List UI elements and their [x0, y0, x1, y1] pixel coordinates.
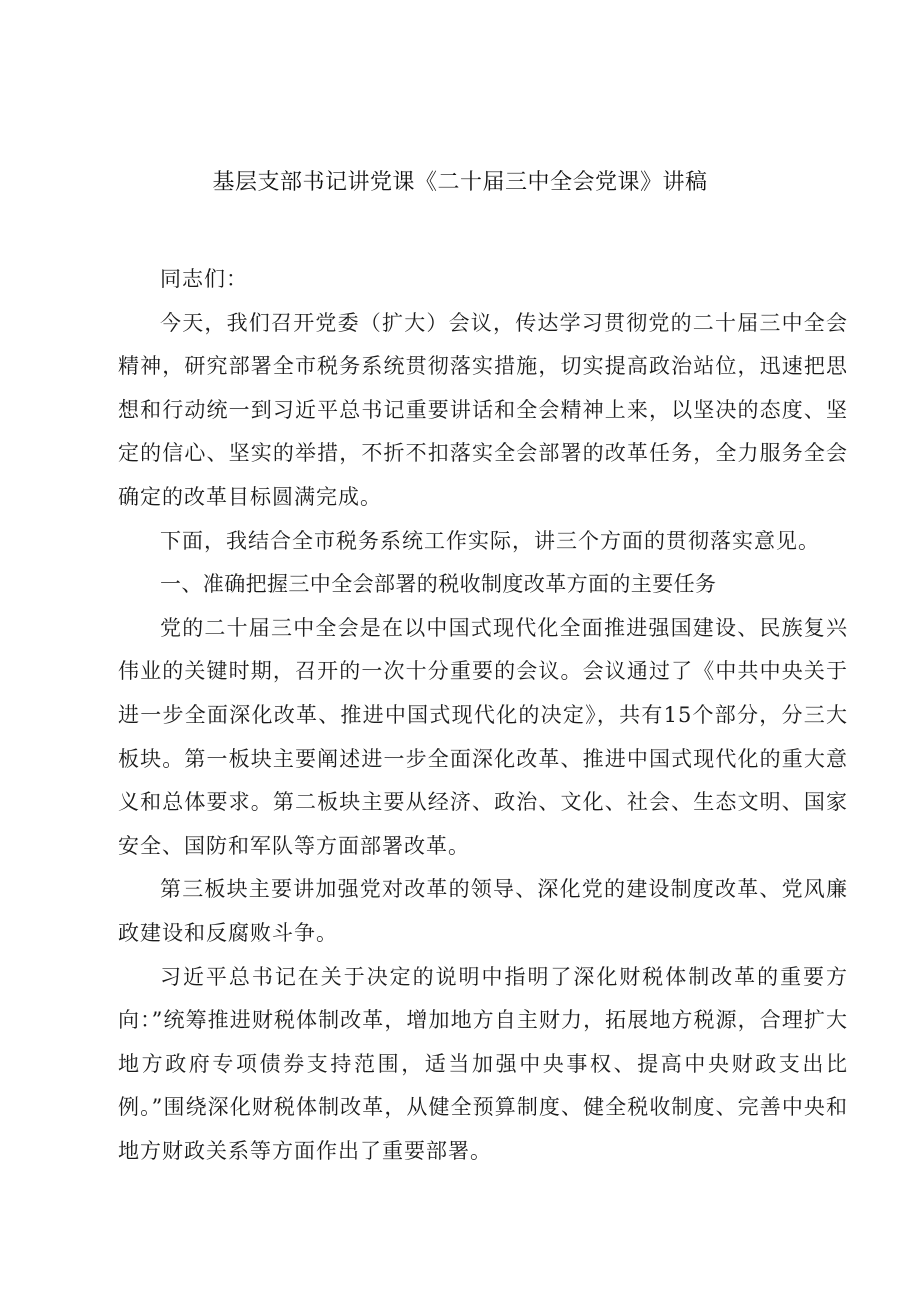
- body-paragraph: 党的二十届三中全会是在以中国式现代化全面推进强国建设、民族复兴伟业的关键时期，召开的一次十分重要的会议。会议通过了《中共中央关于进一步全面深化改革、推进中国式现代化的决定》，共有15个部分，分三大板块。第一板块主要阐述进一步全面深化改革、推进中国式现代化的重大意义和总体要求。第二板块主要从经济、政治、文化、社会、生态文明、国家安全、国防和军队等方面部署改革。: [118, 615, 848, 858]
- intro-paragraph: 今天，我们召开党委（扩大）会议，传达学习贯彻党的二十届三中全会精神，研究部署全市税务系统贯彻落实措施，切实提高政治站位，迅速把思想和行动统一到习近平总书记重要讲话和全会精神上来，以坚决的态度、坚定的信心、坚实的举措，不折不扣落实全会部署的改革任务，全力服务全会确定的改革目标圆满完成。: [118, 310, 848, 509]
- outline-paragraph: 下面，我结合全市税务系统工作实际，讲三个方面的贯彻落实意见。: [160, 528, 820, 553]
- salutation-paragraph: 同志们：: [160, 267, 248, 291]
- document-body: [118, 258, 848, 1173]
- body-paragraph: 习近平总书记在关于决定的说明中指明了深化财税体制改革的重要方向：”统筹推进财税体制改革，增加地方自主财力，拓展地方税源，合理扩大地方政府专项债券支持范围，适当加强中央事权、提高中央财政支出比例。”围绕深化财税体制改革，从健全预算制度、健全税收制度、完善中央和地方财政关系等方面作出了重要部署。: [118, 964, 848, 1163]
- section-heading: 一、准确把握三中全会部署的税收制度改革方面的主要任务: [160, 572, 717, 597]
- document-title: 基层支部书记讲党课《二十届三中全会党课》讲稿: [212, 170, 708, 195]
- body-paragraph: 第三板块主要讲加强党对改革的领导、深化党的建设制度改革、党风廉政建设和反腐败斗争。: [118, 877, 848, 945]
